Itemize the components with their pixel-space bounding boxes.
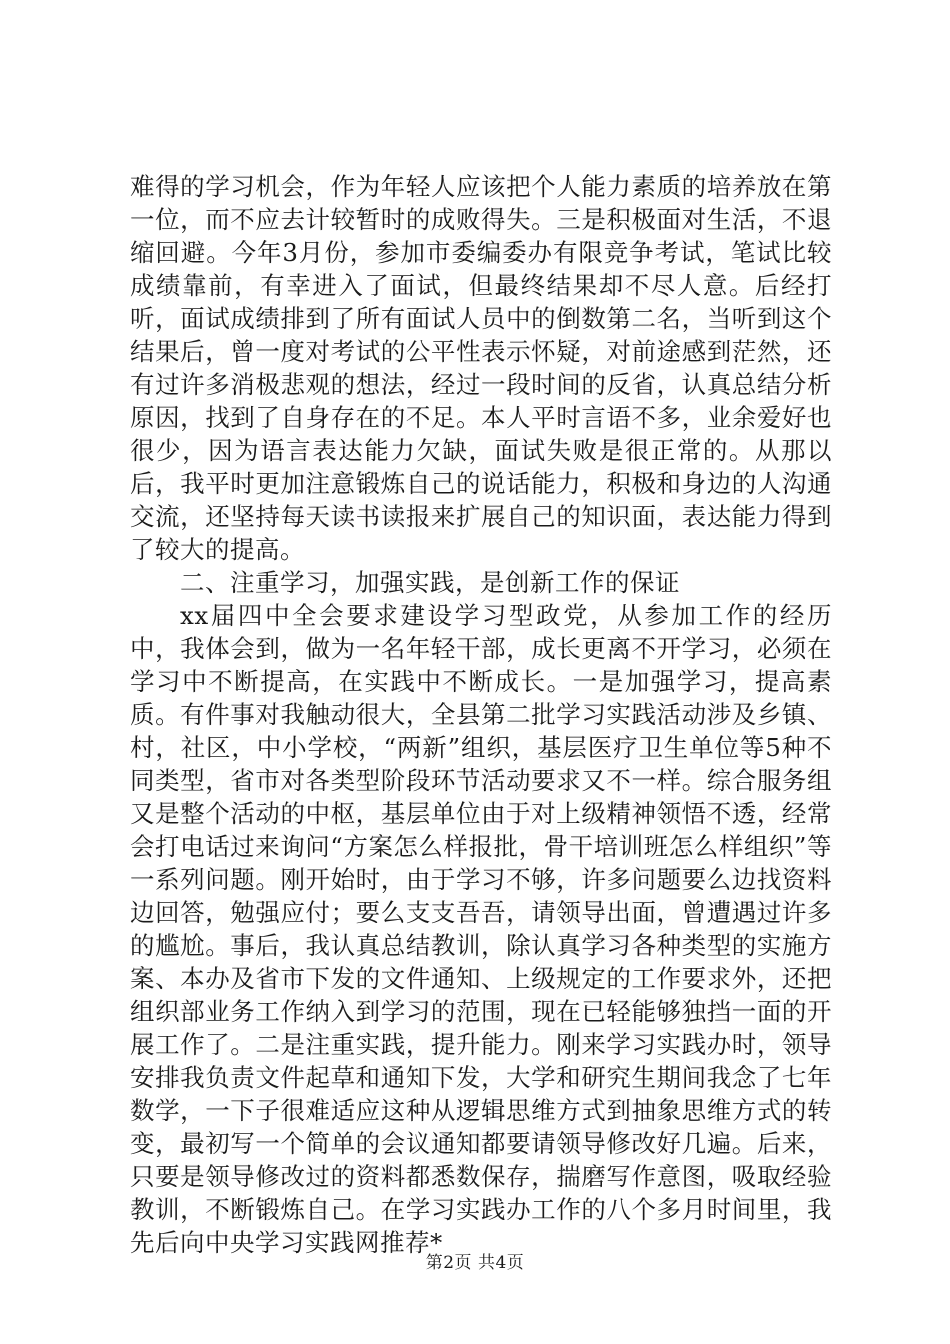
page-footer: 第2页 共4页 — [425, 1253, 525, 1273]
body-text — [130, 170, 832, 1259]
section-heading: 二、注重学习，加强实践，是创新工作的保证 — [180, 568, 680, 597]
paragraph-body: xx届四中全会要求建设学习型政党，从参加工作的经历中，我体会到，做为一名年轻干部，成长更离不开学习，必须在学习中不断提高，在实践中不断成长。一是加强学习，提高素质。有件事对我触动很大，全县第二批学习实践活动涉及乡镇、村，社区，中小学校，“两新”组织，基层医疗卫生单位等5种不同类型，省市对各类型阶段环节活动要求又不一样。综合服务组又是整个活动的中枢，基层单位由于对上级精神领悟不透，经常会打电话过来询问“方案怎么样报批，骨干培训班怎么样组织”等一系列问题。刚开始时，由于学习不够，许多问题要么边找资料边回答，勉强应付；要么支支吾吾，请领导出面，曾遭遇过许多的尴尬。事后，我认真总结教训，除认真学习各种类型的实施方案、本办及省市下发的文件通知、上级规定的工作要求外，还把组织部业务工作纳入到学习的范围，现在已轻能够独挡一面的开展工作了。二是注重实践，提升能力。刚来学习实践办时，领导安排我负责文件起草和通知下发，大学和研究生期间我念了七年数学，一下子很难适应这种从逻辑思维方式到抽象思维方式的转变，最初写一个简单的会议通知都要请领导修改好几遍。后来，只要是领导修改过的资料都悉数保存，揣磨写作意图，吸取经验教训，不断锻炼自己。在学习实践办工作的八个多月时间里，我先后向中央学习实践网推荐* — [130, 601, 832, 1257]
paragraph-continuation: 难得的学习机会，作为年轻人应该把个人能力素质的培养放在第一位，而不应去计较暂时的成败得失。三是积极面对生活，不退缩回避。今年3月份，参加市委编委办有限竞争考试，笔试比较成绩靠前，有幸进入了面试，但最终结果却不尽人意。后经打听，面试成绩排到了所有面试人员中的倒数第二名，当听到这个结果后，曾一度对考试的公平性表示怀疑，对前途感到茫然，还有过许多消极悲观的想法，经过一段时间的反省，认真总结分析原因，找到了自身存在的不足。本人平时言语不多，业余爱好也很少，因为语言表达能力欠缺，面试失败是很正常的。从那以后，我平时更加注意锻炼自己的说话能力，积极和身边的人沟通交流，还坚持每天读书读报来扩展自己的知识面，表达能力得到了较大的提高。 — [130, 172, 832, 564]
